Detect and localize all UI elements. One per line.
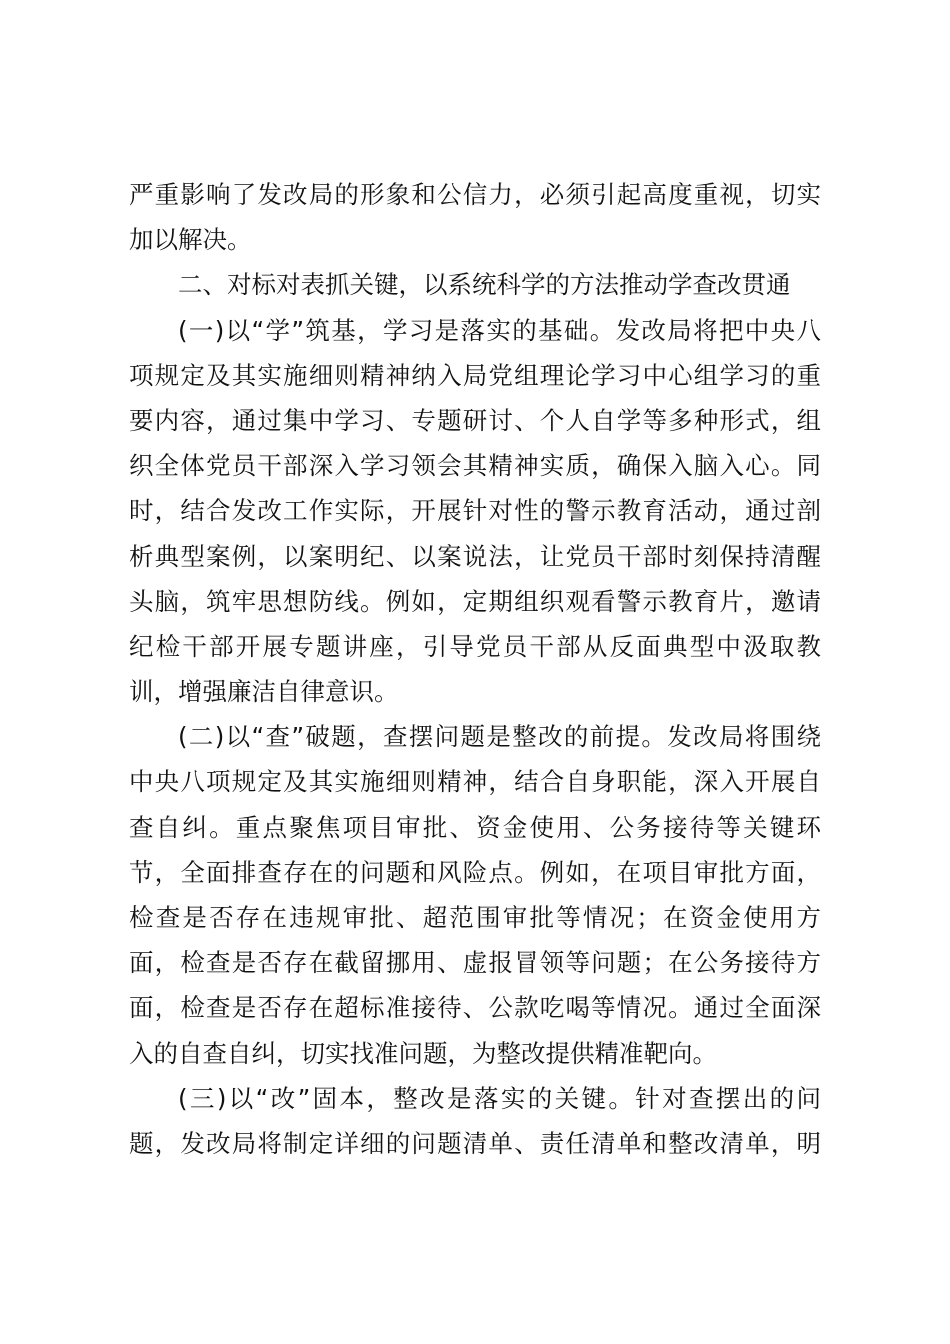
text-line: 节，全面排查存在的问题和风险点。例如，在项目审批方面， — [129, 857, 821, 887]
text-line: 纪检干部开展专题讲座，引导党员干部从反面典型中汲取教 — [129, 631, 821, 661]
text-line: 面，检查是否存在超标准接待、公款吃喝等情况。通过全面深 — [129, 993, 821, 1023]
text-line: 析典型案例，以案明纪、以案说法，让党员干部时刻保持清醒 — [129, 541, 821, 571]
text-line: 二、对标对表抓关键，以系统科学的方法推动学查改贯通 — [178, 270, 791, 300]
text-line: 面，检查是否存在截留挪用、虚报冒领等问题；在公务接待方 — [129, 948, 821, 978]
text-line: 要内容，通过集中学习、专题研讨、个人自学等多种形式，组 — [129, 405, 821, 435]
text-line: 入的自查自纠，切实找准问题，为整改提供精准靶向。 — [129, 1038, 717, 1068]
document-body — [129, 172, 821, 1166]
text-line: (一)以“学”筑基，学习是落实的基础。发改局将把中央八 — [178, 315, 821, 345]
text-line: (二)以“查”破题，查摆问题是整改的前提。发改局将围绕 — [178, 722, 821, 752]
text-line: 时，结合发改工作实际，开展针对性的警示教育活动，通过剖 — [129, 496, 821, 526]
text-line: 加以解决。 — [129, 225, 252, 255]
text-line: 查自纠。重点聚焦项目审批、资金使用、公务接待等关键环 — [129, 812, 821, 842]
text-line: 训，增强廉洁自律意识。 — [129, 677, 399, 707]
text-line: 检查是否存在违规审批、超范围审批等情况；在资金使用方 — [129, 903, 821, 932]
text-line: 头脑，筑牢思想防线。例如，定期组织观看警示教育片，邀请 — [129, 586, 821, 616]
text-line: (三)以“改”固本，整改是落实的关键。针对查摆出的问 — [178, 1083, 821, 1113]
text-line: 题，发改局将制定详细的问题清单、责任清单和整改清单，明 — [129, 1128, 821, 1158]
text-line: 织全体党员干部深入学习领会其精神实质，确保入脑入心。同 — [129, 451, 821, 481]
text-line: 严重影响了发改局的形象和公信力，必须引起高度重视，切实 — [129, 180, 821, 209]
text-line: 项规定及其实施细则精神纳入局党组理论学习中心组学习的重 — [129, 360, 821, 390]
text-line: 中央八项规定及其实施细则精神，结合自身职能，深入开展自 — [129, 767, 821, 797]
